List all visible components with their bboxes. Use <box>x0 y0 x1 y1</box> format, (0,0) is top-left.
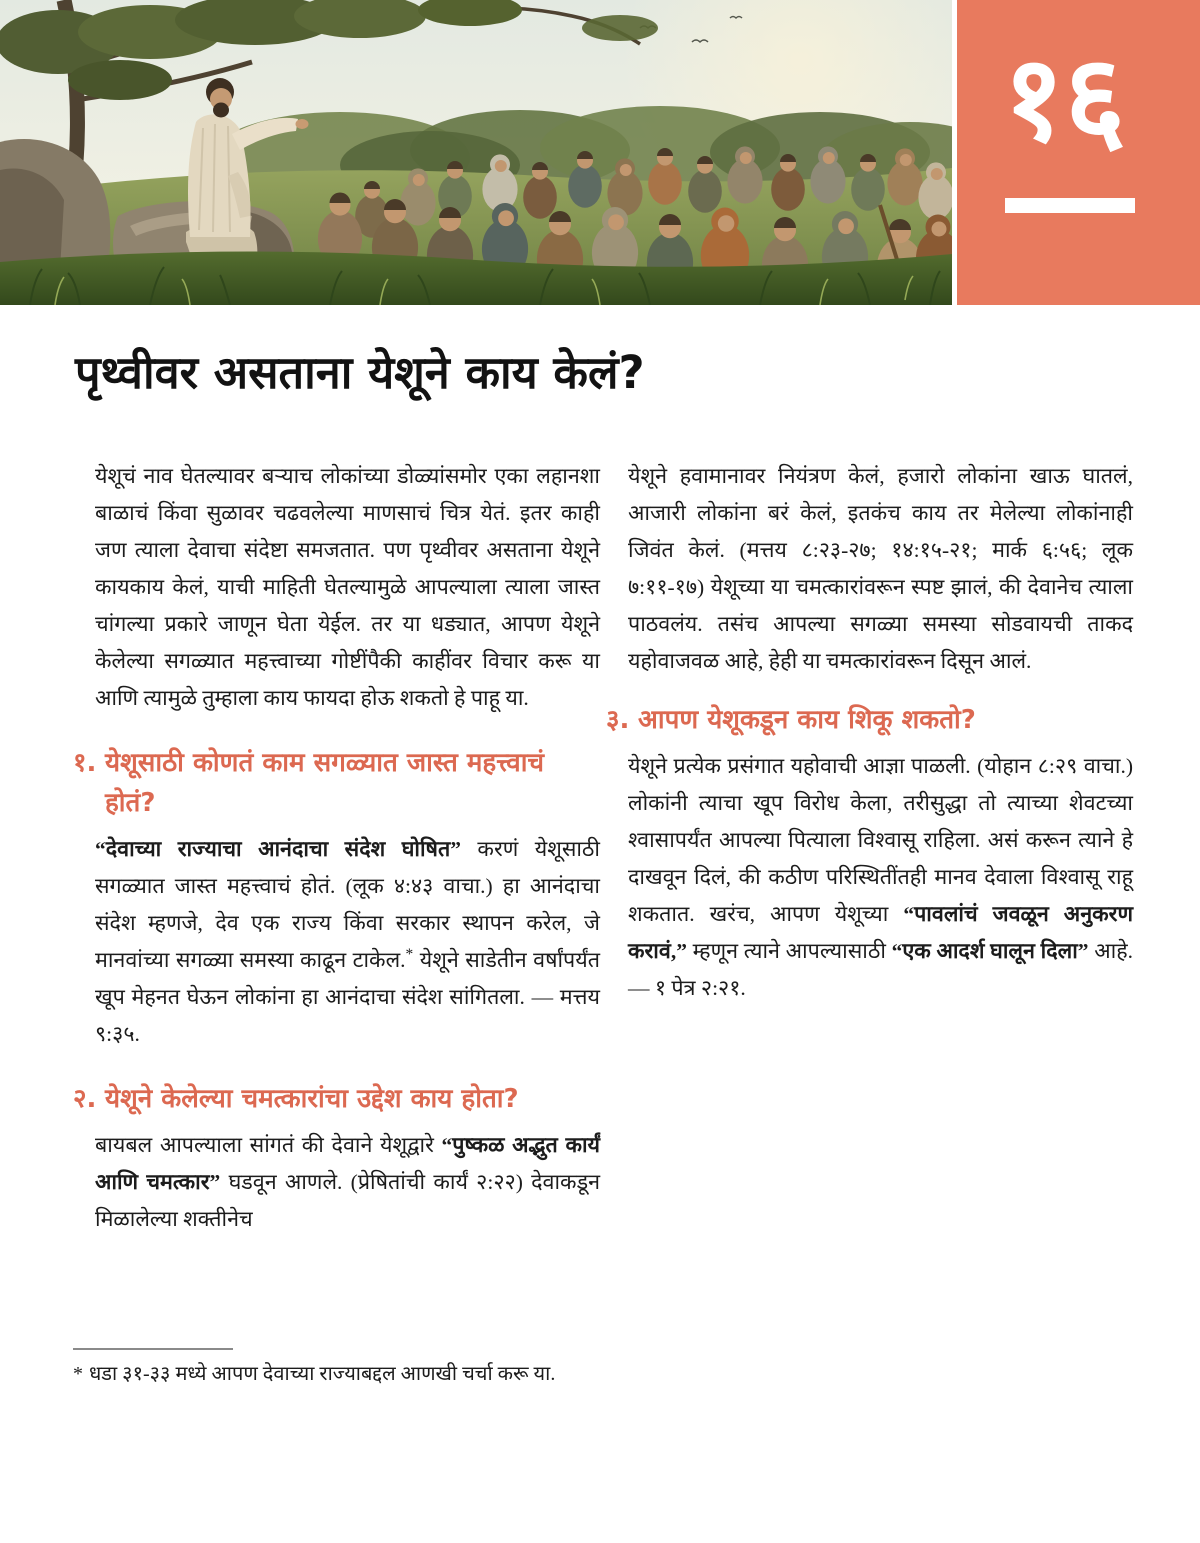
section-3-number: ३. <box>606 705 630 735</box>
footnote-text <box>73 1360 613 1389</box>
footnote-marker: * <box>73 1363 83 1385</box>
section-2-paragraph-continued: येशूने हवामानावर नियंत्रण केलं, हजारो लोकांना खाऊ घातलं, आजारी लोकांना बरं केलं, इतकंच काय तर मेलेल्या लोकांनाही जिवंत केलं. (मत्तय ८:२३-२७; १४:१५-२१; मार्क ६:५६; लूक ७:११-१७) येशूच्या या चमत्कारांवरून स्पष्ट झालं, की देवानेच त्याला पाठवलंय. तसंच आपल्या सगळ्या समस्या सोडवायची ताकद यहोवाजवळ आहे, हेही या चमत्कारांवरून दिसून आलं. <box>628 464 1133 673</box>
lesson-number: १६ <box>1003 29 1126 167</box>
section-3-heading <box>606 700 1133 740</box>
scripture-quote-model: “एक आदर्श घालून दिला” <box>891 939 1089 963</box>
left-column <box>73 458 600 1238</box>
scripture-quote-kingdom: “देवाच्या राज्याचा आनंदाचा संदेश घोषित” <box>95 837 461 861</box>
footnote-marker-inline: * <box>405 945 414 963</box>
section-1-heading <box>73 743 600 823</box>
right-column <box>606 458 1133 1007</box>
section-2-number: २. <box>73 1084 97 1114</box>
intro-paragraph: येशूचं नाव घेतल्यावर बऱ्याच लोकांच्या डोळ्यांसमोर एका लहानशा बाळाचं किंवा सुळावर चढवलेल्या माणसाचं चित्र येतं. इतर काही जण त्याला देवाचा संदेष्टा समजतात. पण पृथ्वीवर असताना येशूने कायकाय केलं, याची माहिती घेतल्यामुळे आपल्याला त्याला जास्त चांगल्या प्रकारे जाणून घेता येईल. तर या धड्यात, आपण येशूने केलेल्या सगळ्यात महत्त्वाच्या गोष्टींपैकी काहींवर विचार करू या आणि त्यामुळे तुम्हाला काय फायदा होऊ शकतो हे पाहू या. <box>95 464 600 710</box>
footnote <box>73 1348 613 1389</box>
section-2-heading <box>73 1079 600 1119</box>
lesson-number-badge <box>957 0 1200 305</box>
section-1-heading-text: येशूसाठी कोणतं काम सगळ्यात जास्त महत्त्वाचं होतं? <box>105 748 544 818</box>
section-1-number: १. <box>73 748 97 778</box>
section-3-text-middle: म्हणून त्याने आपल्यासाठी <box>686 939 892 963</box>
section-1-text-end: येशूने साडेतीन वर्षांपर्यंत खूप मेहनत घेऊन लोकांना हा आनंदाचा संदेश सांगितला. — मत्तय ९:३५. <box>95 948 600 1046</box>
page-title: पृथ्वीवर असताना येशूने काय केलं? <box>75 346 645 399</box>
hero-photo-illustration <box>0 0 952 305</box>
section-2-text: बायबल आपल्याला सांगतं की देवाने येशूद्वारे <box>95 1133 442 1157</box>
scripture-quote-footsteps: “पावलांचं जवळून अनुकरण करावं,” <box>628 902 1133 963</box>
scripture-quote-miracles: “पुष्कळ अद्भुत कार्यं आणि चमत्कार” <box>95 1133 601 1194</box>
hero-photo <box>0 0 952 305</box>
section-3-heading-text: आपण येशूकडून काय शिकू शकतो? <box>638 705 976 735</box>
footnote-divider <box>73 1348 233 1350</box>
section-2-heading-text: येशूने केलेल्या चमत्कारांचा उद्देश काय होता? <box>105 1084 519 1114</box>
section-2-paragraph-start <box>73 1127 600 1238</box>
section-3-text: येशूने प्रत्येक प्रसंगात यहोवाची आज्ञा पाळली. (योहान ८:२९ वाचा.) लोकांनी त्याचा खूप विरोध केला, तरीसुद्धा तो त्याच्या शेवटच्या श्वासापर्यंत आपल्या पित्याला विश्वासू राहिला. असं करून त्याने हे दाखवून दिलं, की कठीण परिस्थितींतही मानव देवाला विश्वासू राहू शकतात. खरंच, आपण येशूच्या <box>628 754 1133 926</box>
section-3-text-end: आहे. — १ पेत्र २:२१. <box>628 939 1133 1000</box>
lesson-number-underline <box>1005 198 1135 213</box>
footnote-body: धडा ३१-३३ मध्ये आपण देवाच्या राज्याबद्दल आणखी चर्चा करू या. <box>89 1363 556 1385</box>
section-3-paragraph <box>606 748 1133 1007</box>
section-2-text-after: घडवून आणले. (प्रेषितांची कार्यं २:२२) देवाकडून मिळालेल्या शक्तीनेच <box>95 1170 600 1231</box>
section-1-paragraph <box>73 831 600 1053</box>
section-1-text: करणं येशूसाठी सगळ्यात जास्त महत्त्वाचं होतं. (लूक ४:४३ वाचा.) हा आनंदाचा संदेश म्हणजे, देव एक राज्य किंवा सरकार स्थापन करेल, जे मानवांच्या सगळ्या समस्या काढून टाकेल. <box>95 837 600 972</box>
